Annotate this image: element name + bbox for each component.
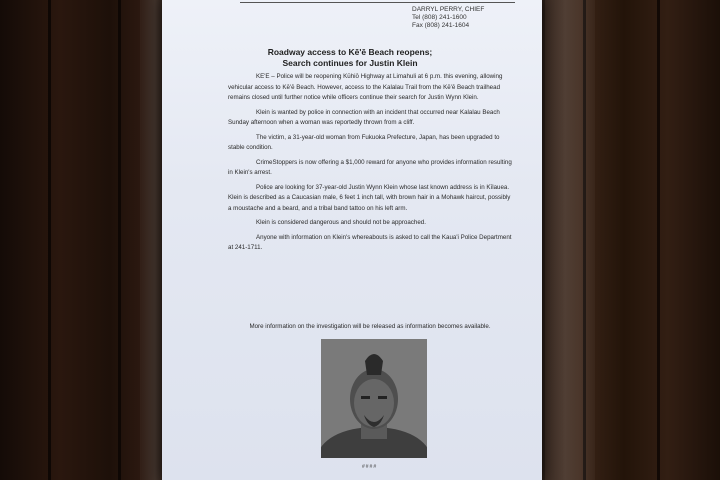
- chief-name: DARRYL PERRY, CHIEF: [412, 6, 485, 13]
- paragraph: Police are looking for 37-year-old Justin Wynn Klein whose last known address is in Kīlauea. Klein is described as a Caucasian male, 6 feet 1 inch tall, with brown hair in a Mohawk haircut, possibly a moustache and a beard, and a tribal band tattoo on his left arm.: [228, 183, 511, 212]
- title-line-2: Search continues for Justin Klein: [282, 58, 418, 68]
- suspect-portrait-image: [321, 339, 427, 458]
- paragraph: Anyone with information on Klein's whereabouts is asked to call the Kaua'i Police Department at 241-1711.: [228, 233, 512, 251]
- paragraph: KE'E – Police will be reopening Kūhiō Highway at Limahuli at 6 p.m. this evening, allowing vehicular access to Kē'ē Beach. However, access to the Kalalau Trail from the Kē'ē Beach trailhead remains closed until further notice while officers continue their search for Justin Wynn Klein.: [228, 73, 503, 101]
- paragraph: CrimeStoppers is now offering a $1,000 reward for anyone who provides information resulting in Klein's arrest.: [228, 158, 512, 176]
- plank-seam: [118, 0, 121, 480]
- phone-number: Tel (808) 241-1600: [412, 14, 467, 21]
- notice-title: [190, 47, 510, 69]
- notice-body: [228, 72, 513, 258]
- fax-number: Fax (808) 241-1604: [412, 22, 470, 29]
- letterhead-rule: [240, 2, 515, 3]
- page-mark: ####: [362, 464, 378, 470]
- letterhead-contact: [412, 6, 484, 30]
- paragraph: Klein is considered dangerous and should not be approached.: [256, 219, 426, 226]
- plank-seam: [48, 0, 51, 480]
- paragraph: The victim, a 31-year-old woman from Fukuoka Prefecture, Japan, has been upgraded to stable condition.: [228, 133, 500, 151]
- plastic-wrap-right: [535, 0, 595, 480]
- suspect-photo: [321, 339, 427, 458]
- paragraph: Klein is wanted by police in connection with an incident that occurred near Kalalau Beach Sunday afternoon when a woman was reportedly thrown from a cliff.: [228, 108, 500, 126]
- title-line-1: Roadway access to Kē'ē Beach reopens;: [267, 47, 433, 57]
- plank-seam: [657, 0, 660, 480]
- notice-footer: More information on the investigation will be released as information becomes available.: [249, 323, 491, 330]
